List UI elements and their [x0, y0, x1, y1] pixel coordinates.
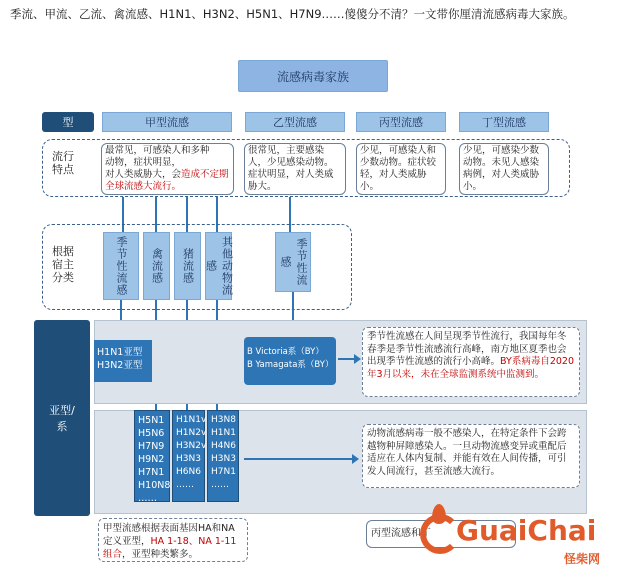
ha-na-note — [98, 518, 248, 562]
lineage-victoria: B Victoria系（BY） — [247, 347, 324, 357]
root-node-label: 流感病毒家族 — [276, 69, 349, 84]
list-item: H5N6 — [138, 428, 165, 439]
host-b-seasonal-label: 季节性流感 — [279, 238, 308, 286]
feature-a-line1: 最常见，可感染人和多种 — [105, 145, 210, 156]
subtype-h1n1: H1N1亚型 — [97, 347, 143, 358]
host-seasonal-label: 季节性流感 — [115, 236, 128, 296]
headline: 季流、甲流、乙流、禽流感、H1N1、H3N2、H5N1、H7N9……傻傻分不清？一文带你厘清流感病毒大家族。 — [10, 7, 575, 21]
feature-d-text: 少见，可感染少数动物。未见人感染病例，对人类威胁小。 — [463, 145, 540, 192]
ha-note-line2: 定义亚型， — [103, 536, 151, 547]
swine-subtype-list — [172, 410, 205, 502]
type-c — [356, 112, 446, 132]
host-seasonal — [103, 232, 139, 300]
type-b — [245, 112, 345, 132]
ha-note-line1: 甲型流感根据表面基因HA和NA — [103, 523, 235, 534]
feature-c-text: 少见，可感染人和少数动物。症状较轻，对人类威胁小。 — [360, 145, 437, 192]
arrow-to-animal-note — [244, 458, 356, 460]
row-label-features-text: 流行特点 — [52, 150, 74, 176]
feature-c — [356, 143, 446, 195]
type-b-label: 乙型流感 — [273, 116, 317, 129]
list-item: H1N2v — [176, 428, 207, 438]
feature-a-line3: 对人类威胁大，会 — [105, 169, 182, 180]
animal-note-text: 动物流感病毒一般不感染人，在特定条件下会跨越物种屏障感染人。一旦动物流感变异或重配后适应在人体内复制、并能有效在人间传播，可引发人间流行，甚至流感大流行。 — [367, 428, 567, 477]
root-node — [238, 60, 388, 92]
list-item: H7N1 — [211, 467, 236, 477]
list-item: H7N9 — [138, 441, 165, 452]
list-item: H6N6 — [176, 467, 201, 477]
host-other-animal-label: 其他动物流感 — [204, 236, 234, 296]
row-label-host-text: 根据宿主分类 — [52, 245, 74, 284]
list-item: H4N6 — [211, 441, 236, 451]
ha-note-red: HA 1-18、NA 1-11组合 — [103, 536, 237, 560]
type-d-label: 丁型流感 — [482, 116, 526, 129]
avian-subtype-list — [134, 410, 170, 502]
list-item: H9N2 — [138, 454, 165, 465]
animal-note — [362, 424, 580, 488]
row-label-host — [52, 245, 80, 284]
host-avian-label: 禽流感 — [150, 248, 164, 284]
logo-flame-icon — [432, 504, 446, 524]
list-item: H3N3 — [211, 454, 236, 464]
list-item: H7N1 — [138, 467, 165, 478]
seasonal-subtype-box — [94, 340, 152, 382]
watermark-logo — [418, 500, 618, 570]
list-item: …… — [211, 480, 229, 490]
b-lineage-box — [244, 337, 336, 385]
host-other-animal — [205, 232, 232, 300]
list-item: H5N1 — [138, 415, 165, 426]
type-d — [459, 112, 549, 132]
row-label-features — [52, 150, 80, 176]
arrow-head-icon — [354, 354, 361, 364]
list-item: …… — [138, 493, 157, 504]
list-item: H1N1v — [176, 415, 207, 425]
row-label-type — [42, 112, 94, 132]
list-item: H3N8 — [211, 415, 236, 425]
row-label-type-text: 型 — [62, 116, 74, 129]
row-label-subtype — [34, 320, 90, 516]
list-item: H3N3 — [176, 454, 201, 464]
list-item: H1N1 — [211, 428, 236, 438]
list-item: H3N2v — [176, 441, 207, 451]
feature-a — [101, 143, 234, 195]
seasonal-note-text: 季节性流感在人间呈现季节性流行，我国每年冬春季是季节性流感流行高峰，南方地区夏季也会出现季节性流感的流行小高峰。 — [367, 331, 567, 367]
feature-a-red: 造成不定期全球流感大流行。 — [105, 169, 229, 192]
watermark-main-text: GuaiChai — [456, 514, 597, 547]
list-item: …… — [176, 480, 194, 490]
host-swine — [174, 232, 201, 300]
type-a — [102, 112, 232, 132]
seasonal-note-red: BY系病毒自2020年3月以来，未在全球监测系统中监测到。 — [367, 356, 574, 380]
list-item: H10N8 — [138, 480, 171, 491]
host-swine-label: 猪流感 — [181, 248, 195, 284]
arrow-head-icon — [352, 454, 359, 464]
lineage-yamagata: B Yamagata系（BY） — [247, 360, 334, 370]
feature-b-text: 很常见，主要感染人，少见感染动物。症状明显，对人类威胁大。 — [248, 145, 334, 192]
seasonal-note — [362, 327, 580, 397]
ha-note-tail: ，亚型种类繁多。 — [122, 549, 199, 560]
feature-d — [459, 143, 549, 195]
row-label-subtype-text: 亚型/系 — [49, 404, 75, 433]
subtype-h3n2: H3N2亚型 — [97, 360, 143, 371]
other-animal-subtype-list — [207, 410, 239, 502]
host-b-seasonal — [275, 232, 311, 292]
type-a-label: 甲型流感 — [145, 116, 189, 129]
feature-a-line2: 动物，症状明显， — [105, 157, 182, 168]
c-type-note-text: 丙型流感和丁 — [371, 528, 431, 539]
feature-b — [244, 143, 346, 195]
type-c-label: 丙型流感 — [379, 116, 423, 129]
watermark-cn-text: 怪柴网 — [564, 552, 601, 566]
host-avian — [143, 232, 170, 300]
